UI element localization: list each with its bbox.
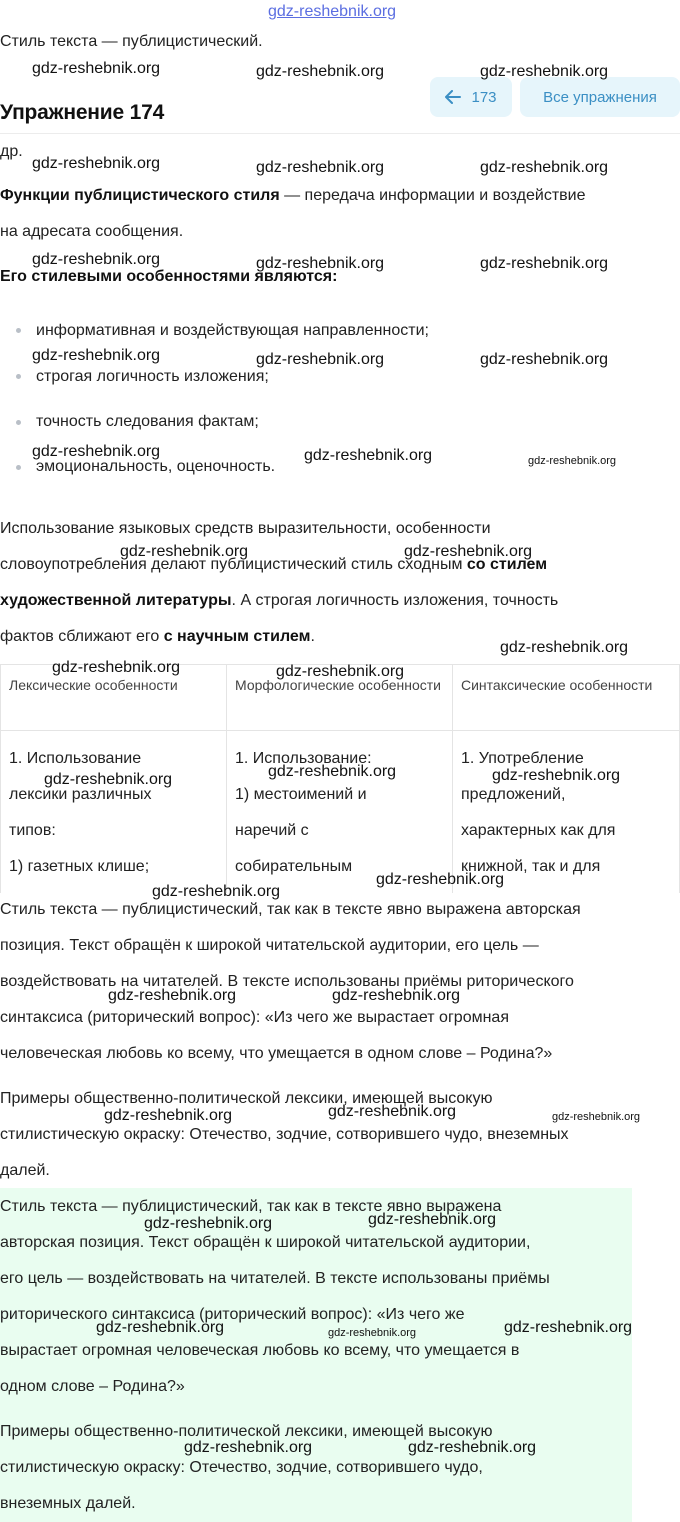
watermark: gdz-reshebnik.org bbox=[32, 60, 161, 77]
header-divider bbox=[0, 133, 680, 134]
highlight-line: одном слове – Родина?» bbox=[0, 1378, 185, 1395]
watermark: gdz-reshebnik.org bbox=[328, 1327, 417, 1339]
para-text: словоупотребления делают публицистический стиль сходным bbox=[0, 556, 467, 573]
table-cell-line: 1) газетных клише; bbox=[9, 858, 150, 875]
watermark: gdz-reshebnik.org bbox=[408, 1439, 537, 1456]
table-cell-morphological bbox=[227, 731, 453, 893]
highlight-line: риторического синтаксиса (риторический вопрос): «Из чего же bbox=[0, 1306, 465, 1323]
all-exercises-button[interactable] bbox=[520, 77, 680, 117]
table-cell-line: типов: bbox=[9, 822, 56, 839]
para-bold: художественной литературы bbox=[0, 592, 232, 609]
table-cell-line: 1) местоимений и bbox=[235, 786, 367, 803]
all-exercises-label: Все упражнения bbox=[543, 88, 657, 106]
table-cell-line: характерных как для bbox=[461, 822, 616, 839]
feature-item: строгая логичность изложения; bbox=[36, 368, 269, 385]
answer-line: человеческая любовь ко всему, что умещается в одном слове – Родина?» bbox=[0, 1045, 553, 1062]
features-title-text: Его стилевыми особенностями являются: bbox=[0, 268, 338, 285]
feature-item: точность следования фактам; bbox=[36, 413, 259, 430]
watermark: gdz-reshebnik.org bbox=[480, 255, 609, 272]
highlight-line: Примеры общественно-политической лексики, имеющей высокую bbox=[0, 1423, 493, 1440]
watermark: gdz-reshebnik.org bbox=[32, 155, 161, 172]
watermark: gdz-reshebnik.org bbox=[480, 63, 609, 80]
watermark: gdz-reshebnik.org bbox=[256, 63, 385, 80]
watermark: gdz-reshebnik.org bbox=[44, 771, 173, 788]
functions-line-2: на адресата сообщения. bbox=[0, 223, 184, 240]
answer-line: позиция. Текст обращён к широкой читательской аудитории, его цель — bbox=[0, 937, 539, 954]
watermark: gdz-reshebnik.org bbox=[504, 1319, 633, 1336]
watermark: gdz-reshebnik.org bbox=[32, 443, 161, 460]
table-cell-line: книжной, так и для bbox=[461, 858, 601, 875]
watermark: gdz-reshebnik.org bbox=[108, 987, 237, 1004]
site-link[interactable]: gdz-reshebnik.org bbox=[268, 3, 397, 20]
functions-line-1 bbox=[0, 178, 585, 214]
watermark: gdz-reshebnik.org bbox=[152, 883, 281, 900]
watermark: gdz-reshebnik.org bbox=[492, 767, 621, 784]
watermark: gdz-reshebnik.org bbox=[32, 347, 161, 364]
highlight-line: авторская позиция. Текст обращён к широкой читательской аудитории, bbox=[0, 1234, 531, 1251]
watermark: gdz-reshebnik.org bbox=[328, 1103, 457, 1120]
para-text: фактов сближают его bbox=[0, 628, 164, 645]
answer-line: далей. bbox=[0, 1162, 50, 1179]
table-cell-line: 1. Использование bbox=[9, 750, 142, 767]
para-text: . А строгая логичность изложения, точность bbox=[231, 592, 559, 609]
highlight-line: Стиль текста — публицистический, так как в тексте явно выражена bbox=[0, 1198, 502, 1215]
table-cell-lexical bbox=[0, 731, 227, 893]
watermark: gdz-reshebnik.org bbox=[120, 543, 249, 560]
table-cell-line: наречий с bbox=[235, 822, 309, 839]
table-header-morphological: Морфологические особенности bbox=[227, 665, 453, 731]
answer-line: воздействовать на читателей. В тексте использованы приёмы риторического bbox=[0, 973, 574, 990]
prev-exercise-button[interactable] bbox=[430, 77, 512, 117]
para-bold: со стилем bbox=[466, 556, 548, 573]
intro-line: Стиль текста — публицистический. bbox=[0, 33, 263, 50]
watermark: gdz-reshebnik.org bbox=[368, 1211, 497, 1228]
watermark: gdz-reshebnik.org bbox=[332, 987, 461, 1004]
watermark: gdz-reshebnik.org bbox=[144, 1215, 273, 1232]
table-cell-line: 1. Употребление bbox=[461, 750, 584, 767]
answer-line: Примеры общественно-политической лексики, имеющей высокую bbox=[0, 1090, 493, 1107]
feature-item: эмоциональность, оценочность. bbox=[36, 458, 276, 475]
table-cell-line: 1. Использование: bbox=[235, 750, 372, 767]
bullet-icon bbox=[16, 374, 21, 379]
bullet-icon bbox=[16, 328, 21, 333]
highlight-line: его цель — воздействовать на читателей. В тексте использованы приёмы bbox=[0, 1270, 550, 1287]
para-text: . bbox=[310, 628, 315, 645]
watermark: gdz-reshebnik.org bbox=[32, 251, 161, 268]
watermark: gdz-reshebnik.org bbox=[256, 255, 385, 272]
theory-paragraph-line bbox=[0, 619, 315, 655]
watermark: gdz-reshebnik.org bbox=[256, 159, 385, 176]
table-cell-line: лексики различных bbox=[9, 786, 152, 803]
theory-dr: др. bbox=[0, 143, 23, 160]
watermark: gdz-reshebnik.org bbox=[184, 1439, 313, 1456]
answer-line: синтаксиса (риторический вопрос): «Из чего же вырастает огромная bbox=[0, 1009, 509, 1026]
bullet-icon bbox=[16, 465, 21, 470]
table-cell-line: предложений, bbox=[461, 786, 566, 803]
highlight-line: вырастает огромная человеческая любовь ко всему, что умещается в bbox=[0, 1342, 520, 1359]
feature-item: информативная и воздействующая направленности; bbox=[36, 322, 429, 339]
table-cell-syntactic bbox=[453, 731, 680, 893]
watermark: gdz-reshebnik.org bbox=[256, 351, 385, 368]
watermark: gdz-reshebnik.org bbox=[404, 543, 533, 560]
watermark: gdz-reshebnik.org bbox=[268, 763, 397, 780]
prev-exercise-number: 173 bbox=[471, 88, 497, 106]
theory-paragraph-line bbox=[0, 583, 558, 619]
watermark: gdz-reshebnik.org bbox=[376, 871, 505, 888]
watermark: gdz-reshebnik.org bbox=[552, 1111, 641, 1123]
theory-paragraph-line: Использование языковых средств выразительности, особенности bbox=[0, 520, 491, 537]
watermark: gdz-reshebnik.org bbox=[480, 159, 609, 176]
watermark: gdz-reshebnik.org bbox=[500, 639, 629, 656]
bullet-icon bbox=[16, 420, 21, 425]
watermark: gdz-reshebnik.org bbox=[104, 1107, 233, 1124]
watermark: gdz-reshebnik.org bbox=[96, 1319, 225, 1336]
arrow-left-icon bbox=[445, 90, 461, 104]
table-header-syntactic: Синтаксические особенности bbox=[453, 665, 680, 731]
table-cell-line: собирательным bbox=[235, 858, 353, 875]
para-bold: с научным стилем bbox=[163, 628, 311, 645]
functions-rest: — передача информации и воздействие bbox=[279, 187, 586, 204]
answer-line: стилистическую окраску: Отечество, зодчие, сотворившего чудо, внеземных bbox=[0, 1126, 569, 1143]
table-header-lexical: Лексические особенности bbox=[0, 665, 227, 731]
functions-term: Функции публицистического стиля bbox=[0, 187, 280, 204]
highlight-line: стилистическую окраску: Отечество, зодчие, сотворившего чудо, bbox=[0, 1459, 483, 1476]
watermark: gdz-reshebnik.org bbox=[52, 659, 181, 676]
watermark: gdz-reshebnik.org bbox=[528, 455, 617, 467]
highlight-line: внеземных далей. bbox=[0, 1495, 136, 1512]
answer-line: Стиль текста — публицистический, так как в тексте явно выражена авторская bbox=[0, 901, 581, 918]
watermark: gdz-reshebnik.org bbox=[480, 351, 609, 368]
watermark: gdz-reshebnik.org bbox=[276, 663, 405, 680]
watermark: gdz-reshebnik.org bbox=[304, 447, 433, 464]
page-title: Упражнение 174 bbox=[0, 101, 165, 125]
